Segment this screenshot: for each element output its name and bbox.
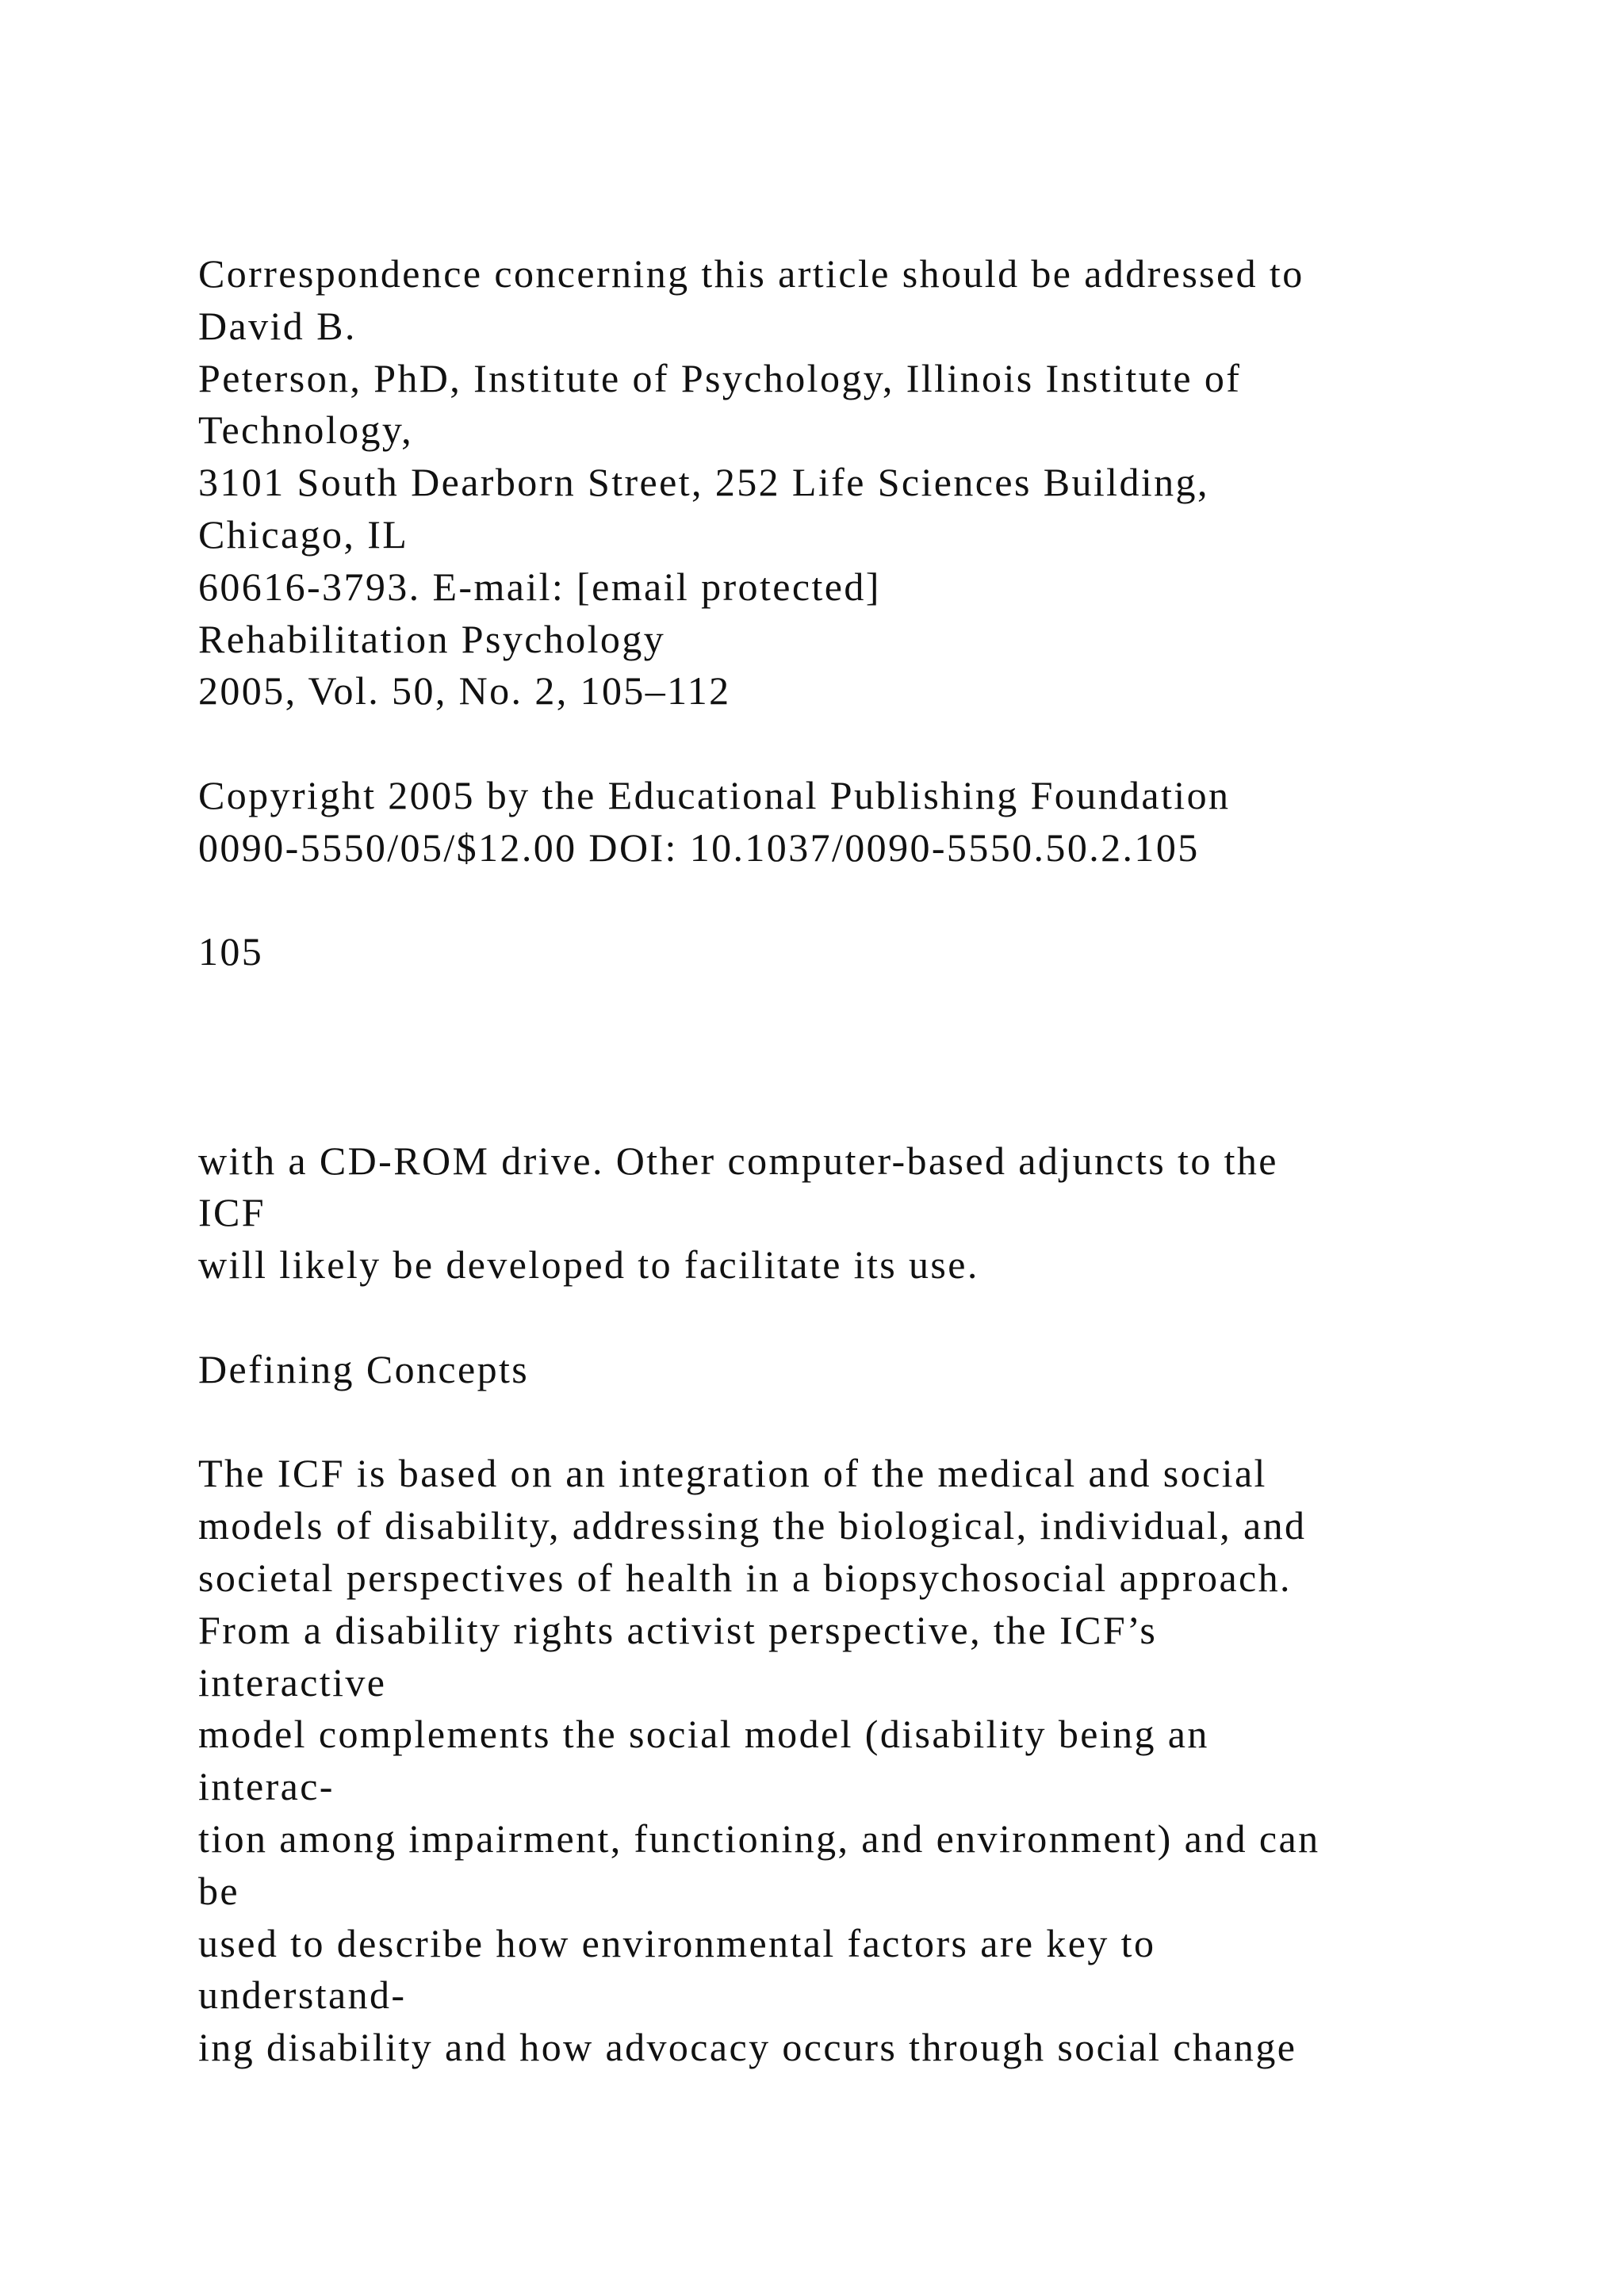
text-line: used to describe how environmental factors are key to: [198, 1920, 1156, 1965]
blank-line: [198, 1292, 1546, 1344]
blank-line: [198, 1031, 1546, 1083]
blank-line: [198, 1396, 1546, 1448]
text-line: ing disability and how advocacy occurs through social change: [198, 2025, 1297, 2070]
text-line: models of disability, addressing the biological, individual, and: [198, 1503, 1307, 1548]
text-line: 105: [198, 929, 264, 974]
text-line: The ICF is based on an integration of the medical and social: [198, 1451, 1267, 1496]
text-line: Copyright 2005 by the Educational Publishing Foundation: [198, 772, 1231, 817]
text-line: David B.: [198, 303, 357, 348]
text-line: Defining Concepts: [198, 1346, 530, 1391]
blank-line: [198, 1083, 1546, 1135]
text-line: Chicago, IL: [198, 511, 409, 557]
text-line: model complements the social model (disability being an: [198, 1712, 1209, 1757]
text-line: tion among impairment, functioning, and environment) and can: [198, 1816, 1320, 1861]
text-line: Rehabilitation Psychology: [198, 616, 666, 661]
text-line: societal perspectives of health in a biopsychosocial approach.: [198, 1555, 1292, 1600]
blank-line: [198, 718, 1546, 770]
text-line: From a disability rights activist perspective, the ICF’s: [198, 1607, 1158, 1652]
text-line: 0090-5550/05/$12.00 DOI: 10.1037/0090-5550.50.2.105: [198, 825, 1200, 870]
document-text: [198, 248, 1546, 2074]
text-line: understand-: [198, 1973, 407, 2018]
blank-line: [198, 978, 1546, 1031]
text-line: 3101 South Dearborn Street, 252 Life Sciences Building,: [198, 460, 1209, 505]
text-line: 2005, Vol. 50, No. 2, 105–112: [198, 668, 731, 714]
text-line: will likely be developed to facilitate its use.: [198, 1242, 979, 1288]
text-line: interac-: [198, 1764, 335, 1809]
text-line: with a CD-ROM drive. Other computer-based adjuncts to the: [198, 1138, 1278, 1183]
text-line: ICF: [198, 1190, 266, 1235]
text-line: interactive: [198, 1659, 387, 1705]
text-line: Technology,: [198, 408, 413, 453]
blank-line: [198, 874, 1546, 927]
text-line: be: [198, 1868, 239, 1913]
text-line: Correspondence concerning this article should be addressed to: [198, 251, 1304, 296]
text-line: Peterson, PhD, Institute of Psychology, Illinois Institute of: [198, 355, 1242, 400]
text-line: 60616-3793. E-mail: [email protected]: [198, 564, 881, 609]
